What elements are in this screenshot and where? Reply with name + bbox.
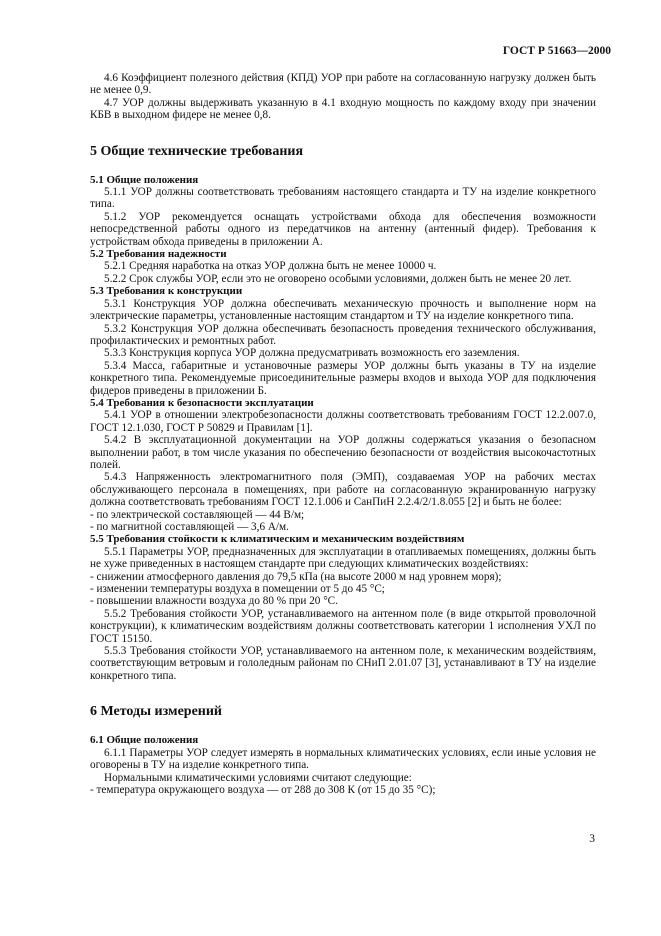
paragraph-5-1-1: 5.1.1 УОР должны соответствовать требованиям настоящего стандарта и ТУ на изделие конкретного типа. (90, 186, 596, 211)
subsection-5-1-heading: 5.1 Общие положения (90, 173, 199, 186)
paragraph-5-5-3: 5.5.3 Требования стойкости УОР, устанавливаемого на антенном поле, к механическим воздействиям, соответствующим ветровым и гололедным районам по СНиП 2.01.07 [3], устанавливают в ТУ на изделие конкретного типа. (90, 645, 596, 682)
paragraph-5-1-2: 5.1.2 УОР рекомендуется оснащать устройствами обхода для обеспечения возможности непосредственной работы одного из передатчиков на антенну (антенный фидер). Требования к устройствам обхода приведены в приложении А. (90, 210, 596, 248)
list-item-ambient-temperature: - температура окружающего воздуха — от 288 до 308 К (от 15 до 35 °С); (90, 783, 436, 796)
paragraph-5-5-1: 5.5.1 Параметры УОР, предназначенных для эксплуатации в отапливаемых помещениях, должны быть не хуже приведенных в настоящем стандарте при следующих климатических воздействиях: (90, 545, 596, 571)
subsection-5-5-heading: 5.5 Требования стойкости к климатическим и механическим воздействиям (90, 533, 465, 546)
list-item-humidity: - повышении влажности воздуха до 80 % при 20 °С. (90, 595, 338, 608)
paragraph-4-6: 4.6 Коэффициент полезного действия (КПД) УОР при работе на согласованную нагрузку должен быть не менее 0,9. (90, 72, 596, 97)
document-id: ГОСТ Р 51663—2000 (502, 45, 611, 57)
page-content (90, 72, 596, 796)
paragraph-5-4-3: 5.4.3 Напряженность электромагнитного поля (ЭМП), создаваемая УОР на рабочих местах обслуживающего персонала в помещениях, при работе на согласованную экранированную нагрузку должна соответствовать требованиям ГОСТ 12.1.006 и СанПиН 2.2.4/2/1.8.055 [2] и быть не более: (90, 471, 596, 509)
paragraph-5-5-2: 5.5.2 Требования стойкости УОР, устанавливаемого на антенном поле (в виде открытой проволочной конструкции), к климатическим воздействиям должны соответствовать категории 1 исполнения УХЛ по ГОСТ 15150. (90, 607, 596, 645)
list-item-electric-component: - по электрической составляющей — 44 В/м; (90, 508, 305, 521)
paragraph-5-2-1: 5.2.1 Средняя наработка на отказ УОР должна быть не менее 10000 ч. (104, 260, 437, 273)
subsection-5-4-heading: 5.4 Требования к безопасности эксплуатации (90, 396, 314, 409)
subsection-5-2-heading: 5.2 Требования надежности (90, 248, 227, 261)
paragraph-5-3-4: 5.3.4 Масса, габаритные и установочные размеры УОР должны быть указаны в ТУ на изделие конкретного типа. Рекомендуемые присоединительные размеры входов и выхода УОР для подключения фидеров приведены в приложении Б. (90, 359, 596, 397)
paragraph-5-3-3: 5.3.3 Конструкция корпуса УОР должна предусматривать возможность его заземления. (104, 347, 520, 360)
paragraph-5-3-1: 5.3.1 Конструкция УОР должна обеспечивать механическую прочность и выполнение норм на электрические параметры, установленные настоящим стандартом и ТУ на изделие конкретного типа. (90, 297, 596, 323)
section-5-title: 5 Общие технические требования (90, 143, 304, 159)
page-number: 3 (589, 833, 595, 845)
paragraph-6-1-1: 6.1.1 Параметры УОР следует измерять в нормальных климатических условиях, если иные условия не оговорены в ТУ на изделие конкретного типа. (90, 746, 596, 772)
paragraph-5-4-2: 5.4.2 В эксплуатационной документации на УОР должны содержаться указания о безопасном выполнении работ, в том числе указания по обеспечению безопасности от воздействия высокочастотных полей. (90, 434, 596, 471)
section-6-title: 6 Методы измерений (90, 704, 222, 720)
list-item-pressure: - снижении атмосферного давления до 79,5 кПа (на высоте 2000 м над уровнем моря); (90, 570, 502, 583)
paragraph-5-4-1: 5.4.1 УОР в отношении электробезопасности должны соответствовать требованиям ГОСТ 12.2.007.0, ГОСТ 12.1.030, ГОСТ Р 50829 и Правилам [1]. (90, 409, 596, 434)
list-item-temperature: - изменении температуры воздуха в помещении от 5 до 45 °С; (90, 583, 385, 596)
list-item-magnetic-component: - по магнитной составляющей — 3,6 А/м. (90, 521, 289, 533)
paragraph-5-3-2: 5.3.2 Конструкция УОР должна обеспечивать безопасность проведения технического обслуживания, профилактических и ремонтных работ. (90, 322, 596, 347)
paragraph-5-2-2: 5.2.2 Срок службы УОР, если это не оговорено особыми условиями, должен быть не менее 20 лет. (104, 272, 572, 285)
paragraph-normal-conditions: Нормальными климатическими условиями считают следующие: (104, 771, 412, 784)
subsection-6-1-heading: 6.1 Общие положения (90, 734, 199, 747)
subsection-5-3-heading: 5.3 Требования к конструкции (90, 285, 243, 298)
paragraph-4-7: 4.7 УОР должны выдерживать указанную в 4.1 входную мощность по каждому входу при значении КБВ в выходном фидере не менее 0,8. (90, 96, 596, 122)
